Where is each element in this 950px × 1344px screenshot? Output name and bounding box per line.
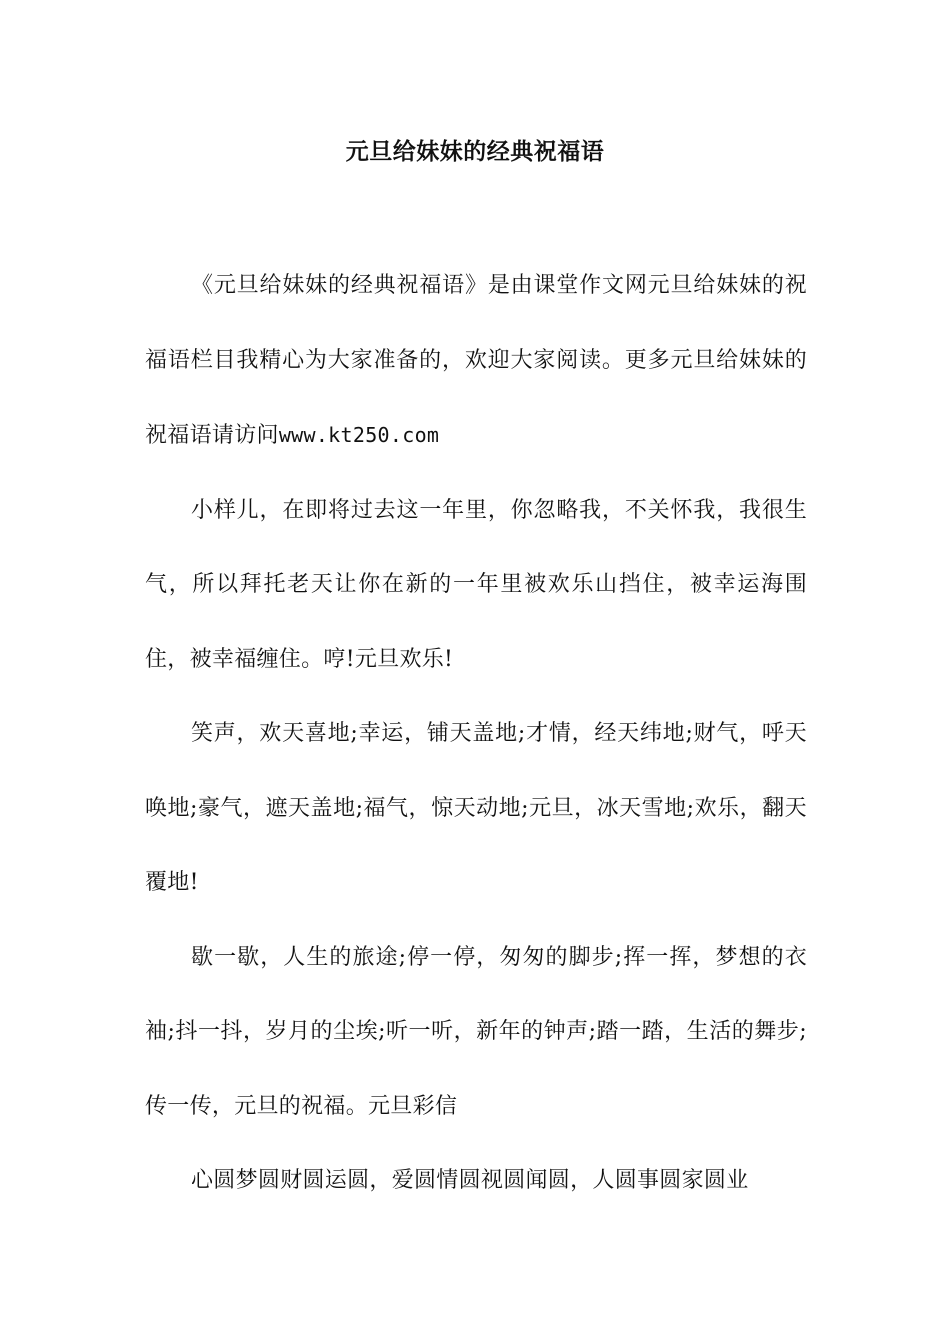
site-url: www.kt250.com bbox=[278, 423, 440, 447]
paragraph-intro bbox=[145, 249, 807, 474]
intro-text: 《元旦给妹妹的经典祝福语》是由课堂作文网元旦给妹妹的祝福语栏目我精心为大家准备的，欢迎大家阅读。更多元旦给妹妹的祝福语请访问 bbox=[145, 273, 807, 448]
document-body bbox=[145, 249, 807, 1219]
paragraph-wish-1: 小样儿，在即将过去这一年里，你忽略我，不关怀我，我很生气，所以拜托老天让你在新的一年里被欢乐山挡住，被幸运海围住，被幸福缠住。哼!元旦欢乐! bbox=[145, 497, 807, 672]
document-title: 元旦给妹妹的经典祝福语 bbox=[345, 139, 605, 165]
paragraph-wish-2: 笑声，欢天喜地;幸运，铺天盖地;才情，经天纬地;财气，呼天唤地;豪气，遮天盖地;福气，惊天动地;元旦，冰天雪地;欢乐，翻天覆地! bbox=[145, 721, 807, 895]
paragraph-wish-3: 歇一歇，人生的旅途;停一停，匆匆的脚步;挥一挥，梦想的衣袖;抖一抖，岁月的尘埃;听一听，新年的钟声;踏一踏，生活的舞步;传一传，元旦的祝福。元旦彩信 bbox=[145, 944, 807, 1119]
paragraph-wish-4: 心圆梦圆财圆运圆，爱圆情圆视圆闻圆，人圆事圆家圆业 bbox=[191, 1168, 749, 1193]
